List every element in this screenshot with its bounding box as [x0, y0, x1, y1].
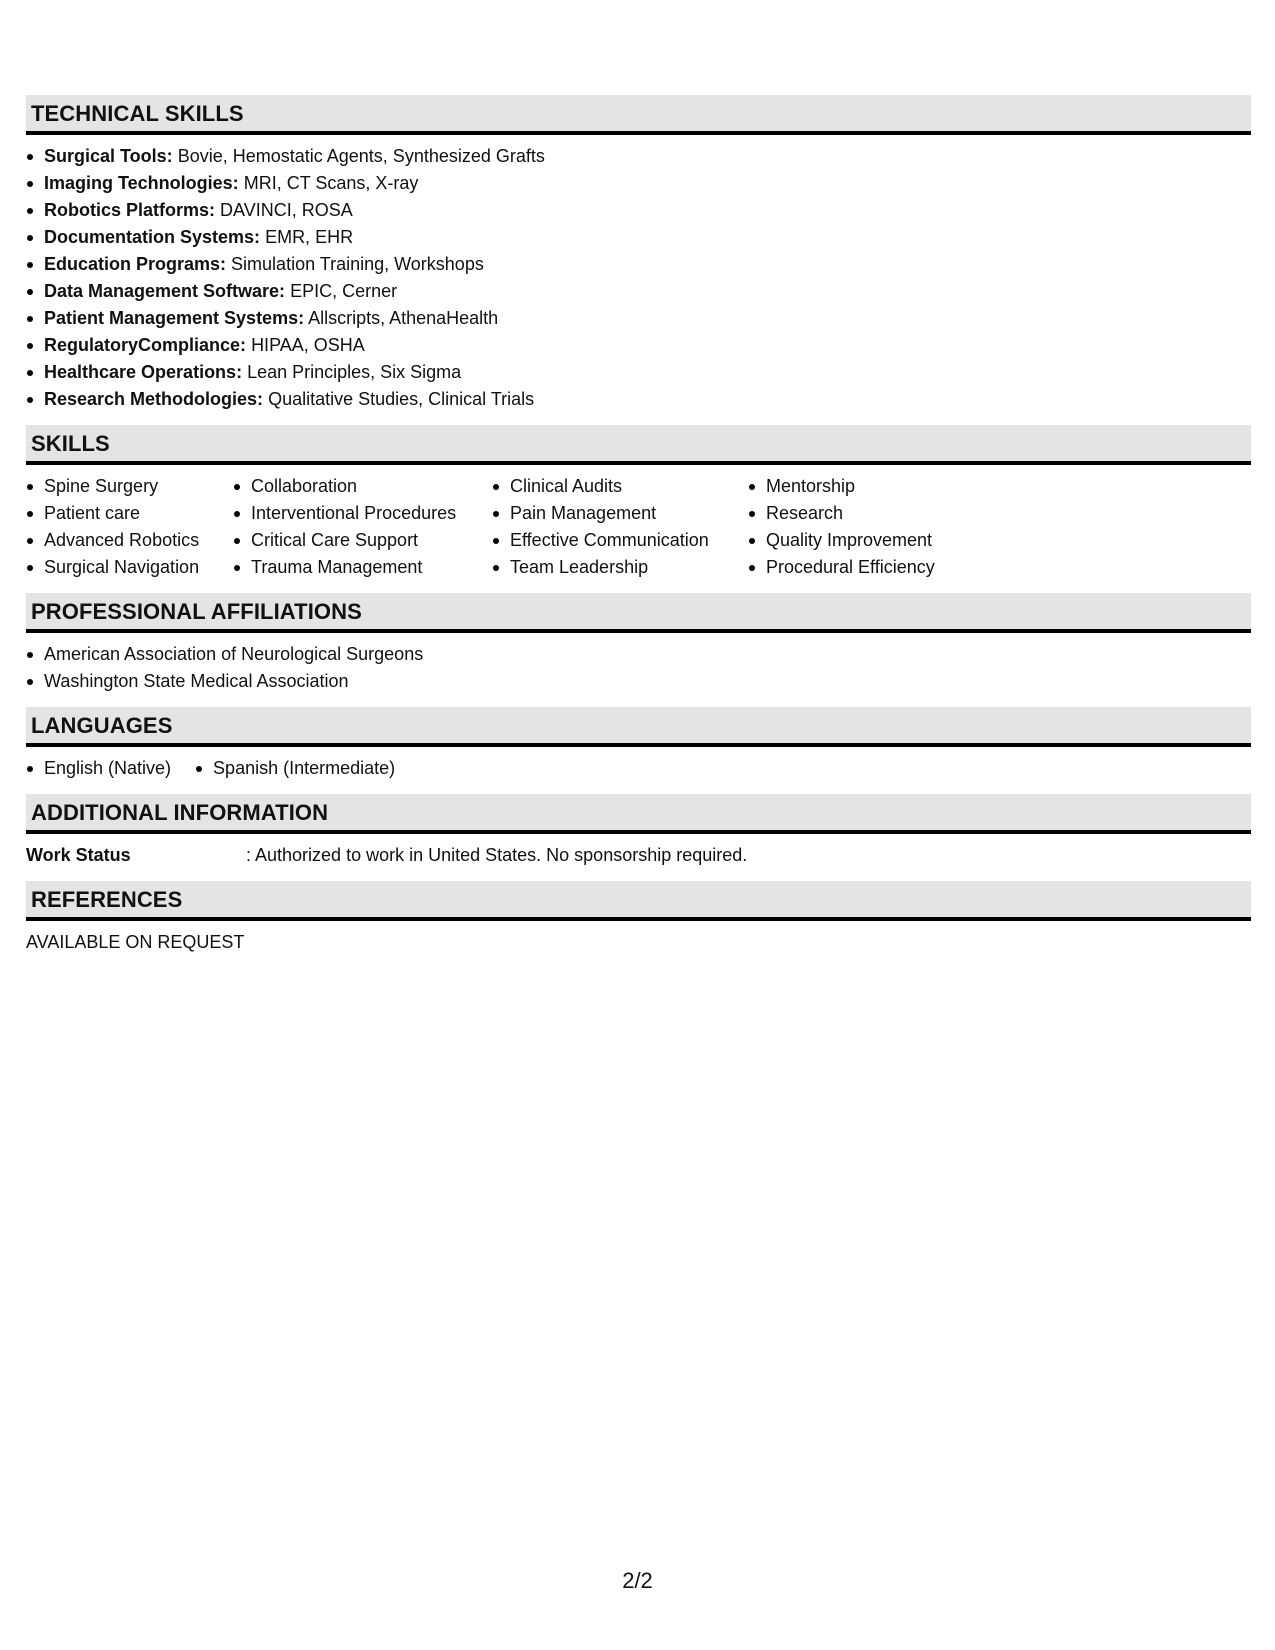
work-status-row — [26, 834, 1251, 881]
skill-label: Data Management Software: — [44, 281, 286, 301]
list-item: Collaboration — [233, 473, 492, 500]
section-header — [26, 593, 1251, 633]
list-item — [26, 197, 1251, 224]
skills-column — [233, 473, 492, 581]
list-item: Procedural Efficiency — [748, 554, 1008, 581]
technical-skills-section — [26, 95, 1251, 425]
languages-list — [26, 747, 1251, 794]
list-item: Trauma Management — [233, 554, 492, 581]
list-item: Washington State Medical Association — [26, 668, 1251, 695]
skills-column — [748, 473, 1008, 581]
skill-label: Documentation Systems: — [44, 227, 261, 247]
section-header — [26, 881, 1251, 921]
skill-label: Robotics Platforms: — [44, 200, 216, 220]
work-status-value: : Authorized to work in United States. No sponsorship required. — [246, 845, 748, 865]
list-item: Effective Communication — [492, 527, 748, 554]
skills-column — [492, 473, 748, 581]
skill-value: EPIC, Cerner — [290, 281, 398, 301]
list-item: Advanced Robotics — [26, 527, 233, 554]
list-item — [26, 170, 1251, 197]
list-item: Critical Care Support — [233, 527, 492, 554]
section-title: TECHNICAL SKILLS — [31, 101, 244, 126]
list-item: American Association of Neurological Surgeons — [26, 641, 1251, 668]
skills-column — [26, 473, 233, 581]
section-header — [26, 95, 1251, 135]
skill-value: Lean Principles, Six Sigma — [247, 362, 462, 382]
skill-value: HIPAA, OSHA — [251, 335, 365, 355]
list-item: Surgical Navigation — [26, 554, 233, 581]
affiliations-list — [26, 633, 1251, 707]
list-item: Spine Surgery — [26, 473, 233, 500]
skill-value: DAVINCI, ROSA — [220, 200, 353, 220]
page-number: 2/2 — [622, 1568, 653, 1593]
additional-info-section — [26, 794, 1251, 881]
skill-value: EMR, EHR — [265, 227, 354, 247]
list-item — [26, 143, 1251, 170]
list-item — [26, 251, 1251, 278]
technical-skills-list — [26, 135, 1251, 425]
section-header — [26, 794, 1251, 834]
resume-page — [26, 95, 1251, 956]
list-item: English (Native) — [26, 755, 171, 782]
section-title: REFERENCES — [31, 887, 183, 912]
list-item: Interventional Procedures — [233, 500, 492, 527]
skills-columns — [26, 465, 1251, 593]
list-item: Quality Improvement — [748, 527, 1008, 554]
affiliations-section — [26, 593, 1251, 707]
skill-value: Bovie, Hemostatic Agents, Synthesized Grafts — [177, 146, 545, 166]
list-item — [26, 386, 1251, 413]
skill-value: Simulation Training, Workshops — [231, 254, 484, 274]
skill-value: Allscripts, AthenaHealth — [308, 308, 499, 328]
skill-label: Healthcare Operations: — [44, 362, 243, 382]
languages-section — [26, 707, 1251, 794]
list-item: Mentorship — [748, 473, 1008, 500]
list-item — [26, 224, 1251, 251]
list-item — [26, 278, 1251, 305]
skill-label: Patient Management Systems: — [44, 308, 305, 328]
skills-section — [26, 425, 1251, 593]
list-item: Research — [748, 500, 1008, 527]
list-item: Patient care — [26, 500, 233, 527]
section-title: PROFESSIONAL AFFILIATIONS — [31, 599, 362, 624]
section-header — [26, 425, 1251, 465]
skill-label: Imaging Technologies: — [44, 173, 239, 193]
section-title: ADDITIONAL INFORMATION — [31, 800, 329, 825]
list-item: Spanish (Intermediate) — [195, 755, 395, 782]
list-item: Pain Management — [492, 500, 748, 527]
list-item: Team Leadership — [492, 554, 748, 581]
list-item — [26, 305, 1251, 332]
skill-label: Education Programs: — [44, 254, 227, 274]
list-item: Clinical Audits — [492, 473, 748, 500]
section-title: LANGUAGES — [31, 713, 173, 738]
skill-label: Surgical Tools: — [44, 146, 173, 166]
section-title: SKILLS — [31, 431, 110, 456]
list-item — [26, 359, 1251, 386]
work-status-label: Work Status — [26, 845, 131, 865]
skill-label: Research Methodologies: — [44, 389, 264, 409]
list-item — [26, 332, 1251, 359]
references-section — [26, 881, 1251, 956]
skill-value: Qualitative Studies, Clinical Trials — [268, 389, 535, 409]
references-text: AVAILABLE ON REQUEST — [26, 932, 245, 952]
section-header — [26, 707, 1251, 747]
skill-label: RegulatoryCompliance: — [44, 335, 247, 355]
skill-value: MRI, CT Scans, X-ray — [243, 173, 419, 193]
